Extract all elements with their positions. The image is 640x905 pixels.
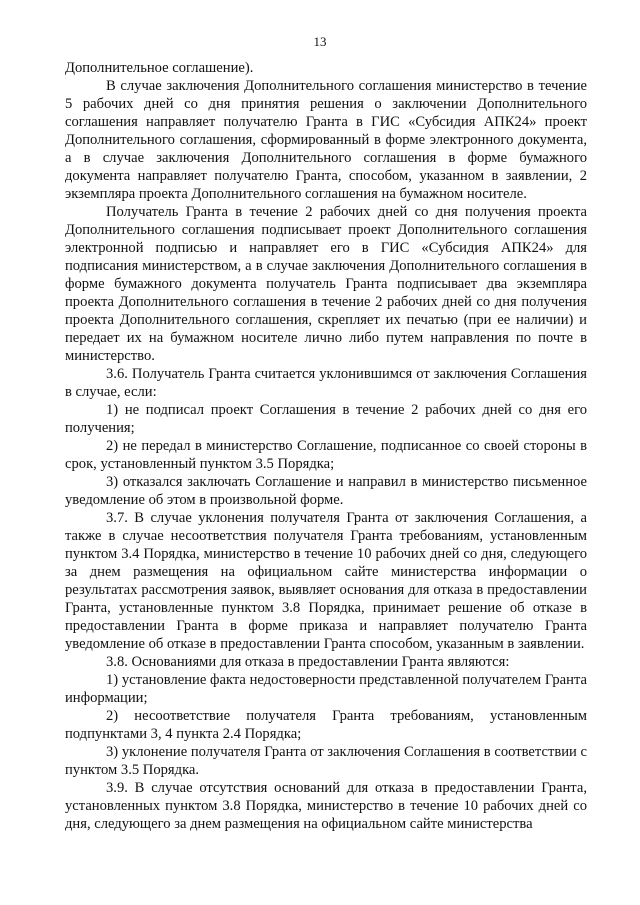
list-item-3-6-1: 1) не подписал проект Соглашения в течение 2 рабочих дней со дня его получения; [65, 402, 587, 436]
paragraph-recipient-signing: Получатель Гранта в течение 2 рабочих дней со дня получения проекта Дополнительного соглашения подписывает проект Дополнительного соглашения электронной подписью и направляет его в ГИС «Субсидия АПК24» для подписания министерством, а в случае заключения Дополнительного соглашения в форме бумажного документа получатель Гранта подписывает два экземпляра проекта Дополнительного соглашения в течение 2 рабочих дней со дня получения проекта Дополнительного соглашения, скрепляет их печатью (при ее наличии) и передает их на бумажном носителе лично либо путем направления по почте в министерство. [65, 204, 587, 364]
list-item-3-6-3: 3) отказался заключать Соглашение и направил в министерство письменное уведомление об этом в произвольной форме. [65, 474, 587, 508]
list-item-3-6-2: 2) не передал в министерство Соглашение, подписанное со своей стороны в срок, установленный пунктом 3.5 Порядка; [65, 438, 587, 472]
list-item-3-8-2: 2) несоответствие получателя Гранта требованиям, установленным подпунктами 3, 4 пункта 2.4 Порядка; [65, 708, 587, 742]
paragraph-section-3-7: 3.7. В случае уклонения получателя Гранта от заключения Соглашения, а также в случае несоответствия получателя Гранта требованиям, установленным пунктом 3.4 Порядка, министерство в течение 10 рабочих дней со дня, следующего за днем размещения на официальном сайте министерства информации о результатах рассмотрения заявок, выявляет основания для отказа в предоставлении Гранта, установленные пунктом 3.8 Порядка, принимает решение об отказе в предоставлении Гранта в форме приказа и направляет получателю Гранта уведомление об отказе в предоставлении Гранта способом, указанным в заявлении. [65, 510, 587, 652]
paragraph-agreement-notice: В случае заключения Дополнительного соглашения министерство в течение 5 рабочих дней со дня принятия решения о заключении Дополнительного соглашения направляет получателю Гранта в ГИС «Субсидия АПК24» проект Дополнительного соглашения, сформированный в форме электронного документа, а в случае заключения Дополнительного соглашения в форме бумажного документа направляет получателю Гранта, способом, указанном в заявлении, 2 экземпляра проекта Дополнительного соглашения на бумажном носителе. [65, 78, 587, 202]
document-body [65, 59, 587, 833]
paragraph-continuation: Дополнительное соглашение). [65, 60, 254, 76]
page-number: 13 [313, 34, 327, 49]
paragraph-section-3-6: 3.6. Получатель Гранта считается уклонившимся от заключения Соглашения в случае, если: [65, 366, 587, 400]
list-item-3-8-3: 3) уклонение получателя Гранта от заключения Соглашения в соответствии с пунктом 3.5 Порядка. [65, 744, 587, 778]
paragraph-section-3-8: 3.8. Основаниями для отказа в предоставлении Гранта являются: [106, 654, 510, 670]
list-item-3-8-1: 1) установление факта недостоверности представленной получателем Гранта информации; [65, 672, 587, 706]
paragraph-section-3-9: 3.9. В случае отсутствия оснований для отказа в предоставлении Гранта, установленных пунктом 3.8 Порядка, министерство в течение 10 рабочих дней со дня, следующего за днем размещения на официальном сайте министерства [65, 780, 587, 832]
